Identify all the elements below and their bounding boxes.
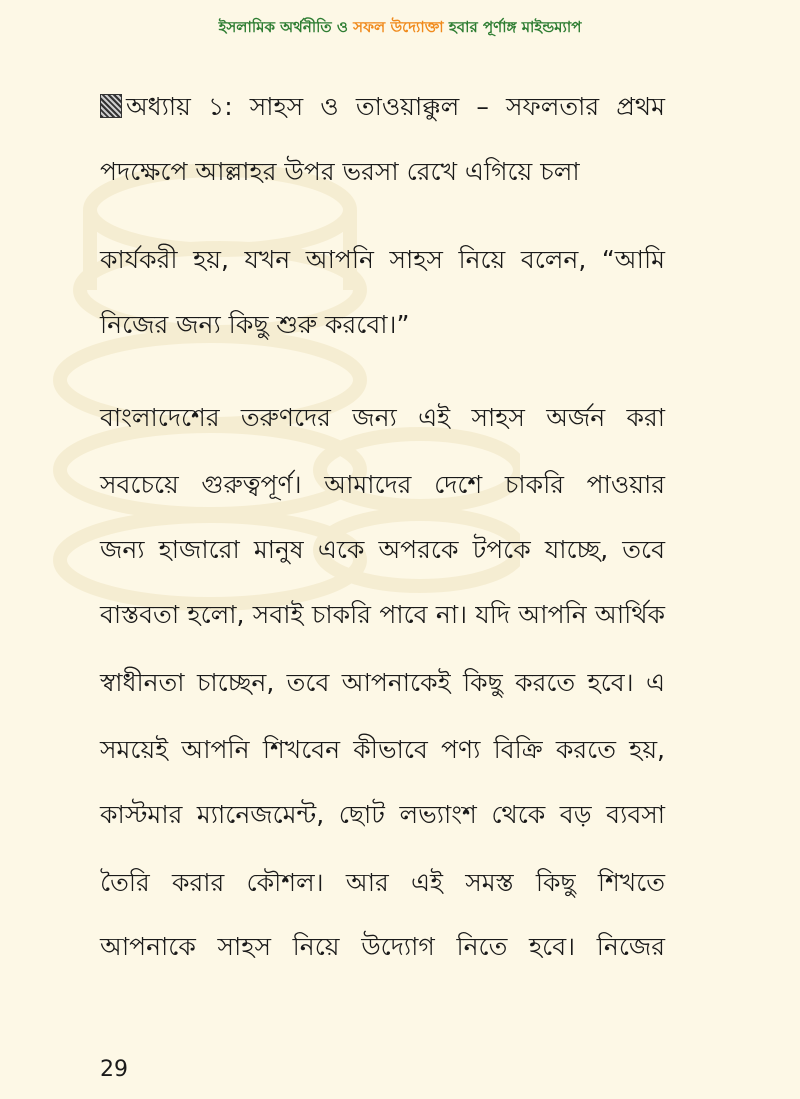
header-text-orange: সফল উদ্যোক্তা bbox=[353, 18, 444, 36]
chapter-title-text: অধ্যায় ১: সাহস ও তাওয়াক্কুল – সফলতার প্রথম bbox=[126, 92, 665, 121]
paragraph-line: বাংলাদেশের তরুণদের জন্য এই সাহস অর্জন করা bbox=[100, 403, 665, 432]
book-icon bbox=[100, 94, 122, 118]
chapter-title-line-2: পদক্ষেপে আল্লাহর উপর ভরসা রেখে এগিয়ে চলা bbox=[100, 157, 580, 186]
running-header bbox=[0, 16, 800, 41]
paragraph-line: সবচেয়ে গুরুত্বপূর্ণ। আমাদের দেশে চাকরি পাওয়ার bbox=[100, 470, 665, 499]
paragraph-line: কার্যকরী হয়, যখন আপনি সাহস নিয়ে বলেন, “আমি bbox=[100, 245, 665, 274]
header-text-green: ইসলামিক অর্থনীতি ও bbox=[218, 18, 348, 36]
paragraph-line: তৈরি করার কৌশল। আর এই সমস্ত কিছু শিখতে bbox=[100, 868, 665, 897]
page-number: 29 bbox=[100, 1057, 128, 1082]
paragraph-line: বাস্তবতা হলো, সবাই চাকরি পাবে না। যদি আপনি আর্থিক bbox=[100, 600, 665, 629]
paragraph-line: স্বাধীনতা চাচ্ছেন, তবে আপনাকেই কিছু করতে হবে। এ bbox=[100, 668, 665, 697]
paragraph-line: আপনাকে সাহস নিয়ে উদ্যোগ নিতে হবে। নিজের bbox=[100, 932, 665, 961]
chapter-title-line-1 bbox=[100, 91, 665, 123]
paragraph-line: জন্য হাজারো মানুষ একে অপরকে টপকে যাচ্ছে, তবে bbox=[100, 535, 665, 564]
header-text-green-end: হবার পূর্ণাঙ্গ মাইন্ডম্যাপ bbox=[448, 18, 582, 36]
paragraph-line: নিজের জন্য কিছু শুরু করবো।” bbox=[100, 310, 410, 339]
paragraph-line: সময়েই আপনি শিখবেন কীভাবে পণ্য বিক্রি করতে হয়, bbox=[100, 735, 665, 764]
paragraph-line: কাস্টমার ম্যানেজমেন্ট, ছোট লভ্যাংশ থেকে বড় ব্যবসা bbox=[100, 800, 665, 829]
